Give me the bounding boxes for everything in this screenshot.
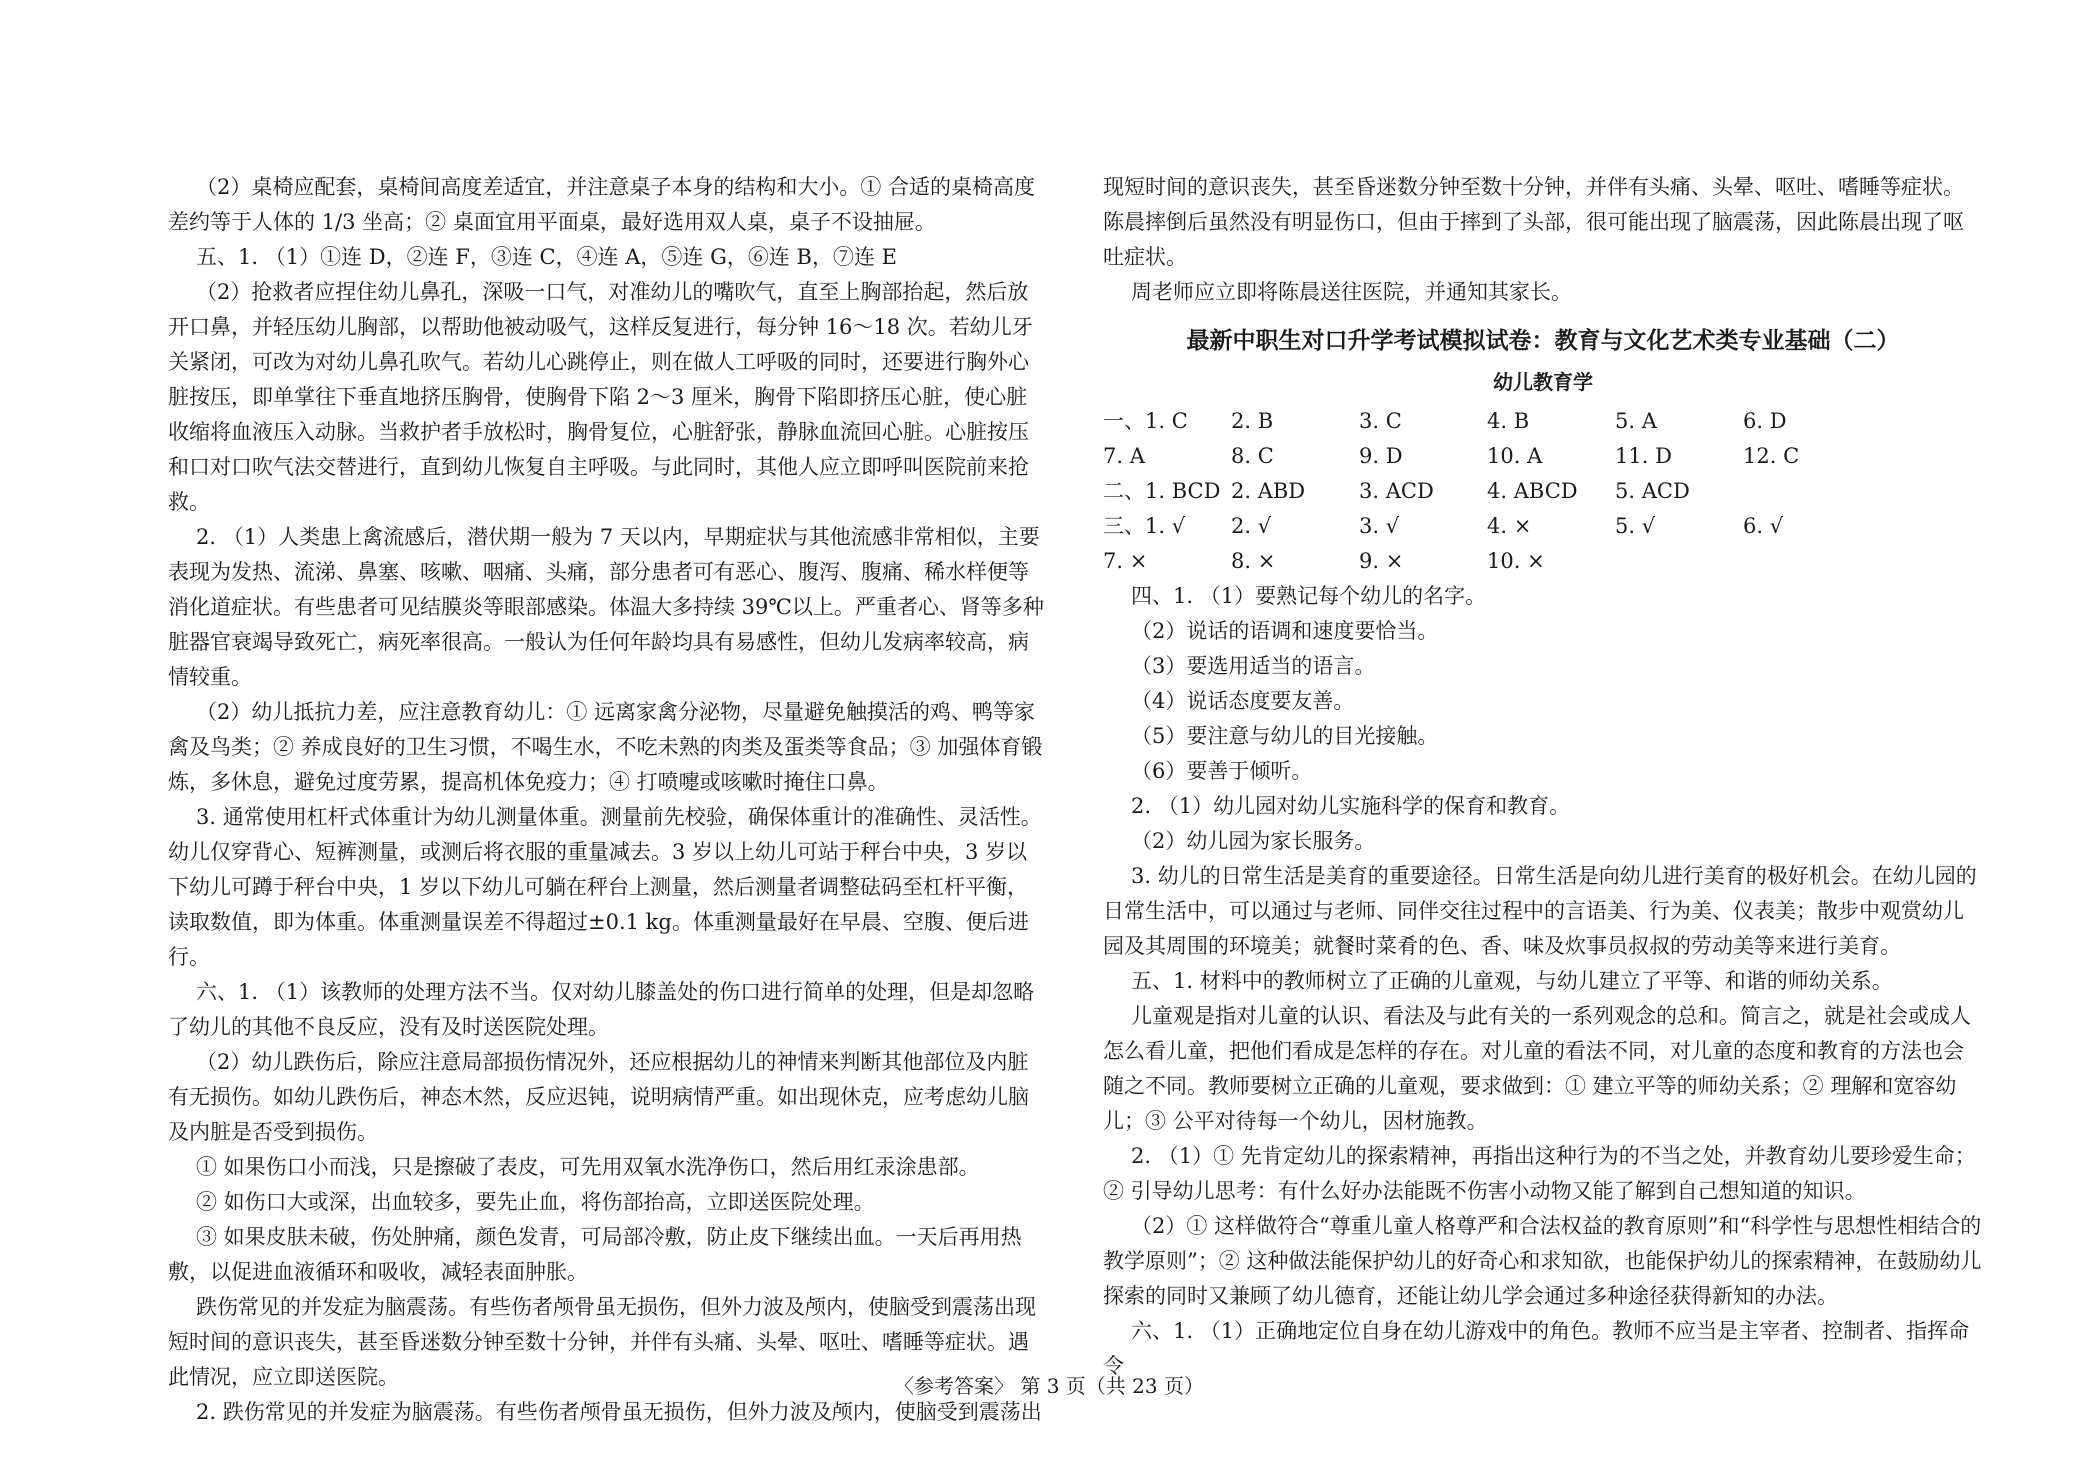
- answer-paragraph: （2）桌椅应配套，桌椅间高度差适宜，并注意桌子本身的结构和大小。① 合适的桌椅高度差约等于人体的 1/3 坐高；② 桌面宜用平面桌，最好选用双人桌，桌子不设抽屉。: [168, 175, 1036, 234]
- answer-cell: 6. √: [1743, 514, 1784, 538]
- answer-cell: 5. √: [1615, 514, 1656, 538]
- answer-cell: 5. ACD: [1615, 479, 1690, 503]
- answer-cell: 10. ×: [1487, 549, 1545, 573]
- answer-cell: 11. D: [1615, 444, 1672, 468]
- section-title: 幼儿教育学: [1493, 370, 1593, 394]
- answer-paragraph: 2. （1）① 先肯定幼儿的探索精神，再指出这种行为的不当之处，并教育幼儿要珍爱生命；② 引导幼儿思考：有什么好办法能既不伤害小动物又能了解到自己想知道的知识。: [1103, 1144, 1976, 1203]
- answer-cell: 6. D: [1743, 409, 1787, 433]
- answer-paragraph: （6）要善于倾听。: [1131, 759, 1313, 783]
- answer-cell: 一、1. C: [1103, 409, 1188, 433]
- answer-grid: [1103, 404, 1983, 579]
- answer-cell: 7. ×: [1103, 549, 1148, 573]
- answer-cell: 二、1. BCD: [1103, 479, 1221, 503]
- answer-paragraph: 3. 通常使用杠杆式体重计为幼儿测量体重。测量前先校验，确保体重计的准确性、灵活性。幼儿仅穿背心、短裤测量，或测后将衣服的重量减去。3 岁以上幼儿可站于秤台中央，3 岁以下幼儿可蹲于秤台中央，1 岁以下幼儿可躺在秤台上测量，然后测量者调整砝码至杠杆平衡，读取数值，即为体重。体重测量误差不得超过±0.1 kg。体重测量最好在早晨、空腹、便后进行。: [168, 805, 1042, 969]
- answer-cell: 9. D: [1359, 444, 1403, 468]
- answer-paragraph: 周老师应立即将陈晨送往医院，并通知其家长。: [1131, 280, 1572, 304]
- answer-cell: 8. C: [1231, 444, 1274, 468]
- answer-cell: 10. A: [1487, 444, 1543, 468]
- answer-paragraph: 2. 跌伤常见的并发症为脑震荡。有些伤者颅骨虽无损伤，但外力波及颅内，使脑受到震荡出: [196, 1400, 1042, 1424]
- answer-cell: [1743, 544, 1871, 579]
- answer-paragraph: 六、1. （1）该教师的处理方法不当。仅对幼儿膝盖处的伤口进行简单的处理，但是却忽略了幼儿的其他不良反应，没有及时送医院处理。: [168, 980, 1035, 1039]
- answer-paragraph: 跌伤常见的并发症为脑震荡。有些伤者颅骨虽无损伤，但外力波及颅内，使脑受到震荡出现短时间的意识丧失，甚至昏迷数分钟至数十分钟，并伴有头痛、头晕、呕吐、嗜睡等症状。遇此情况，应立即送医院。: [168, 1295, 1036, 1389]
- answer-cell: 8. ×: [1231, 549, 1276, 573]
- answer-paragraph: ① 如果伤口小而浅，只是擦破了表皮，可先用双氧水洗净伤口，然后用红汞涂患部。: [196, 1155, 980, 1179]
- answer-paragraph: （4）说话态度要友善。: [1131, 689, 1355, 713]
- answer-paragraph: （2）抢救者应捏住幼儿鼻孔，深吸一口气，对准幼儿的嘴吹气，直至上胸部抬起，然后放开口鼻，并轻压幼儿胸部，以帮助他被动吸气，这样反复进行，每分钟 16～18 次。若幼儿牙关紧闭，可改为对幼儿鼻孔吹气。若幼儿心跳停止，则在做人工呼吸的同时，还要进行胸外心脏按压，即单掌往下垂直地挤压胸骨，使胸骨下陷 2～3 厘米，胸骨下陷即挤压心脏，使心脏收缩将血液压入动脉。当救护者手放松时，胸骨复位，心脏舒张，静脉血流回心脏。心脏按压和口对口吹气法交替进行，直到幼儿恢复自主呼吸。与此同时，其他人应立即呼叫医院前来抢救。: [168, 280, 1033, 514]
- answer-paragraph: 四、1. （1）要熟记每个幼儿的名字。: [1131, 584, 1487, 608]
- answer-cell: 3. √: [1359, 514, 1400, 538]
- answer-cell: [1743, 474, 1871, 509]
- answer-paragraph: （2）幼儿园为家长服务。: [1131, 829, 1376, 853]
- answer-cell: 12. C: [1743, 444, 1800, 468]
- answer-cell: 9. ×: [1359, 549, 1404, 573]
- answer-paragraph: 五、1. 材料中的教师树立了正确的儿童观，与幼儿建立了平等、和谐的师幼关系。: [1131, 969, 1893, 993]
- answer-cell: 3. C: [1359, 409, 1402, 433]
- answer-paragraph: 2. （1）人类患上禽流感后，潜伏期一般为 7 天以内，早期症状与其他流感非常相似，主要表现为发热、流涕、鼻塞、咳嗽、咽痛、头痛，部分患者可有恶心、腹泻、腹痛、稀水样便等消化道症状。有些患者可见结膜炎等眼部感染。体温大多持续 39℃以上。严重者心、肾等多种脏器官衰竭导致死亡，病死率很高。一般认为任何年龄均具有易感性，但幼儿发病率较高，病情较重。: [168, 525, 1044, 689]
- answer-cell: 三、1. √: [1103, 514, 1186, 538]
- answer-paragraph: 五、1. （1）①连 D，②连 F，③连 C，④连 A，⑤连 G，⑥连 B，⑦连 E: [196, 245, 897, 269]
- answer-cell: 2. ABD: [1231, 479, 1306, 503]
- answer-paragraph: （5）要注意与幼儿的目光接触。: [1131, 724, 1439, 748]
- exam-title: 最新中职生对口升学考试模拟试卷：教育与文化艺术类专业基础（二）: [1186, 328, 1900, 354]
- answer-cell: 4. ABCD: [1487, 479, 1578, 503]
- page-footer: 〈参考答案〉 第 3 页（共 23 页）: [894, 1374, 1204, 1398]
- answer-paragraph: （2）说话的语调和速度要恰当。: [1131, 619, 1439, 643]
- answer-cell: 3. ACD: [1359, 479, 1434, 503]
- answer-paragraph: 3. 幼儿的日常生活是美育的重要途径。日常生活是向幼儿进行美育的极好机会。在幼儿园的日常生活中，可以通过与老师、同伴交往过程中的言语美、行为美、仪表美；散步中观赏幼儿园及其周围的环境美；就餐时菜肴的色、香、味及炊事员叔叔的劳动美等来进行美育。: [1103, 864, 1977, 958]
- answer-paragraph: ② 如伤口大或深，出血较多，要先止血，将伤部抬高，立即送医院处理。: [196, 1190, 875, 1214]
- answer-paragraph: 儿童观是指对儿童的认识、看法及与此有关的一系列观念的总和。简言之，就是社会或成人怎么看儿童，把他们看成是怎样的存在。对儿童的看法不同，对儿童的态度和教育的方法也会随之不同。教师要树立正确的儿童观，要求做到：① 建立平等的师幼关系；② 理解和宽容幼儿；③ 公平对待每一个幼儿，因材施教。: [1103, 1004, 1971, 1133]
- answer-cell: 2. B: [1231, 409, 1274, 433]
- answer-cell: 7. A: [1103, 444, 1145, 468]
- answer-paragraph: （2）幼儿抵抗力差，应注意教育幼儿：① 远离家禽分泌物，尽量避免触摸活的鸡、鸭等家禽及鸟类；② 养成良好的卫生习惯，不喝生水，不吃未熟的肉类及蛋类等食品；③ 加强体育锻炼，多休息，避免过度劳累，提高机体免疫力；④ 打喷嚏或咳嗽时掩住口鼻。: [168, 700, 1043, 794]
- answer-paragraph: （2）幼儿跌伤后，除应注意局部损伤情况外，还应根据幼儿的神情来判断其他部位及内脏有无损伤。如幼儿跌伤后，神态木然，反应迟钝，说明病情严重。如出现休克，应考虑幼儿脑及内脏是否受到损伤。: [168, 1050, 1029, 1144]
- answer-cell: 2. √: [1231, 514, 1272, 538]
- answer-cell: 4. ×: [1487, 514, 1532, 538]
- right-column: [1103, 170, 1983, 1384]
- left-column: [168, 170, 1048, 1430]
- answer-paragraph: ③ 如果皮肤未破，伤处肿痛，颜色发青，可局部冷敷，防止皮下继续出血。一天后再用热敷，以促进血液循环和吸收，减轻表面肿胀。: [168, 1225, 1022, 1284]
- answer-cell: 4. B: [1487, 409, 1530, 433]
- answer-paragraph: 现短时间的意识丧失，甚至昏迷数分钟至数十分钟，并伴有头痛、头晕、呕吐、嗜睡等症状。陈晨摔倒后虽然没有明显伤口，但由于摔到了头部，很可能出现了脑震荡，因此陈晨出现了呕吐症状。: [1103, 175, 1964, 269]
- answer-paragraph: （3）要选用适当的语言。: [1131, 654, 1376, 678]
- answer-paragraph: 2. （1）幼儿园对幼儿实施科学的保育和教育。: [1131, 794, 1571, 818]
- answer-cell: 5. A: [1615, 409, 1657, 433]
- answer-paragraph: 六、1. （1）正确地定位自身在幼儿游戏中的角色。教师不应当是主宰者、控制者、指挥命令: [1103, 1319, 1970, 1378]
- answer-cell: [1615, 544, 1743, 579]
- answer-paragraph: （2）① 这样做符合“尊重儿童人格尊严和合法权益的教育原则”和“科学性与思想性相结合的教学原则”；② 这种做法能保护幼儿的好奇心和求知欲，也能保护幼儿的探索精神，在鼓励幼儿探索的同时又兼顾了幼儿德育，还能让幼儿学会通过多种途径获得新知的办法。: [1103, 1214, 1982, 1308]
